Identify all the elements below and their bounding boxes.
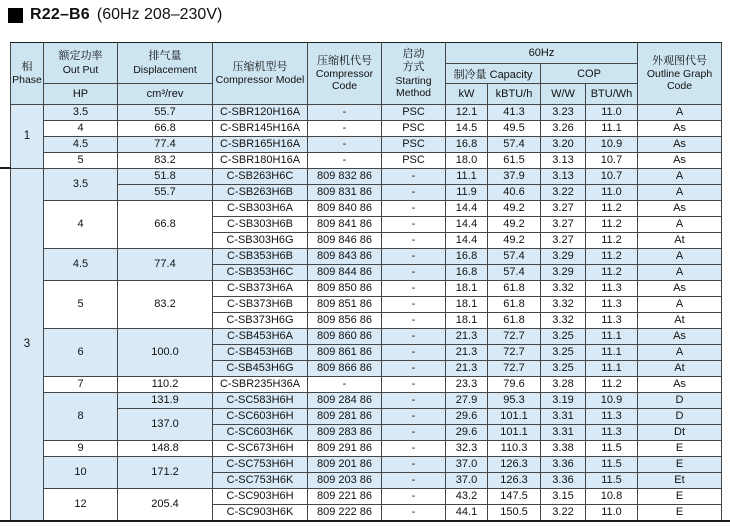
cell-btu: 10.7 (586, 153, 638, 169)
header-code-zh: 压缩机代号 (317, 54, 372, 67)
cell-outline: As (638, 137, 722, 153)
cell-start: - (382, 377, 446, 393)
cell-kw: 44.1 (446, 505, 488, 521)
cell-ww: 3.22 (541, 185, 586, 201)
cell-disp: 83.2 (118, 153, 213, 169)
cell-btu: 11.1 (586, 329, 638, 345)
header-output-en: Out Put (62, 63, 99, 76)
cell-ww: 3.25 (541, 361, 586, 377)
cell-kw: 43.2 (446, 489, 488, 505)
table-row (11, 457, 722, 473)
cell-kbtu: 57.4 (488, 265, 541, 281)
cell-start: - (382, 313, 446, 329)
cell-kbtu: 79.6 (488, 377, 541, 393)
cell-ww: 3.23 (541, 105, 586, 121)
cell-ww: 3.32 (541, 297, 586, 313)
cell-btu: 11.2 (586, 377, 638, 393)
cell-kw: 37.0 (446, 457, 488, 473)
cell-btu: 11.3 (586, 425, 638, 441)
cell-code: 809 203 86 (308, 473, 382, 489)
cell-start: - (382, 361, 446, 377)
cell-disp: 66.8 (118, 201, 213, 249)
cell-hp: 10 (44, 457, 118, 489)
table-row (11, 441, 722, 457)
cell-btu: 10.9 (586, 393, 638, 409)
cell-kw: 32.3 (446, 441, 488, 457)
cell-model: C-SB263H6B (213, 185, 308, 201)
cell-kw: 21.3 (446, 329, 488, 345)
cell-start: PSC (382, 105, 446, 121)
cell-hp: 4.5 (44, 137, 118, 153)
cell-disp: 55.7 (118, 185, 213, 201)
cell-model: C-SB453H6A (213, 329, 308, 345)
table-row (11, 169, 722, 185)
header-capacity-en: Capacity (489, 68, 533, 81)
table-header (11, 43, 722, 105)
cell-start: - (382, 201, 446, 217)
cell-start: - (382, 425, 446, 441)
header-model (213, 43, 308, 105)
cell-disp: 77.4 (118, 137, 213, 153)
cell-model: C-SB353H6B (213, 249, 308, 265)
cell-model: C-SB303H6B (213, 217, 308, 233)
cell-outline: Et (638, 473, 722, 489)
cell-code: 809 843 86 (308, 249, 382, 265)
phase-section-divider-tick (0, 167, 11, 169)
cell-outline: A (638, 217, 722, 233)
cell-kbtu: 72.7 (488, 329, 541, 345)
header-code-en: Compressor Code (315, 68, 374, 93)
cell-disp: 66.8 (118, 121, 213, 137)
cell-kbtu: 49.5 (488, 121, 541, 137)
cell-kbtu: 61.5 (488, 153, 541, 169)
cell-code: 809 291 86 (308, 441, 382, 457)
cell-model: C-SC753H6K (213, 473, 308, 489)
header-displacement-zh: 排气量 (148, 50, 182, 63)
cell-ww: 3.25 (541, 329, 586, 345)
cell-start: - (382, 441, 446, 457)
cell-ww: 3.32 (541, 281, 586, 297)
cell-kw: 18.0 (446, 153, 488, 169)
cell-kw: 12.1 (446, 105, 488, 121)
cell-kbtu: 57.4 (488, 137, 541, 153)
cell-kw: 16.8 (446, 137, 488, 153)
header-unit-kbtu: kBTU/h (488, 84, 541, 105)
cell-btu: 11.0 (586, 505, 638, 521)
cell-outline: A (638, 105, 722, 121)
header-capacity-group (446, 64, 541, 84)
header-output-zh: 额定功率 (58, 50, 103, 63)
cell-code: 809 860 86 (308, 329, 382, 345)
cell-kbtu: 49.2 (488, 201, 541, 217)
cell-hp: 6 (44, 329, 118, 377)
cell-outline: As (638, 281, 722, 297)
cell-code: - (308, 105, 382, 121)
cell-phase: 1 (11, 105, 44, 169)
cell-ww: 3.36 (541, 473, 586, 489)
cell-kw: 16.8 (446, 265, 488, 281)
header-phase-zh: 相 (21, 60, 33, 73)
header-starting-en: Starting Method (395, 75, 432, 100)
cell-ww: 3.27 (541, 201, 586, 217)
cell-model: C-SC903H6K (213, 505, 308, 521)
table-row (11, 201, 722, 217)
cell-btu: 11.2 (586, 201, 638, 217)
cell-btu: 11.3 (586, 281, 638, 297)
table-row (11, 329, 722, 345)
cell-btu: 11.2 (586, 233, 638, 249)
cell-start: - (382, 457, 446, 473)
cell-start: - (382, 217, 446, 233)
table-row (11, 249, 722, 265)
compressor-spec-table (10, 42, 722, 521)
cell-outline: As (638, 121, 722, 137)
cell-hp: 5 (44, 153, 118, 169)
cell-ww: 3.31 (541, 409, 586, 425)
cell-code: - (308, 121, 382, 137)
cell-btu: 10.9 (586, 137, 638, 153)
cell-code: 809 851 86 (308, 297, 382, 313)
cell-code: - (308, 153, 382, 169)
cell-start: PSC (382, 153, 446, 169)
cell-ww: 3.28 (541, 377, 586, 393)
cell-outline: E (638, 489, 722, 505)
cell-start: - (382, 409, 446, 425)
cell-code: 809 866 86 (308, 361, 382, 377)
cell-start: PSC (382, 121, 446, 137)
cell-hp: 4 (44, 121, 118, 137)
header-starting-zh: 启动方式 (402, 47, 425, 74)
cell-kbtu: 61.8 (488, 313, 541, 329)
cell-code: 809 841 86 (308, 217, 382, 233)
cell-kw: 11.1 (446, 169, 488, 185)
cell-code: 809 844 86 (308, 265, 382, 281)
header-phase-en: Phase (12, 74, 42, 87)
cell-kw: 21.3 (446, 361, 488, 377)
cell-kbtu: 101.1 (488, 425, 541, 441)
cell-code: 809 840 86 (308, 201, 382, 217)
cell-kw: 16.8 (446, 249, 488, 265)
cell-kbtu: 61.8 (488, 281, 541, 297)
cell-kw: 18.1 (446, 297, 488, 313)
header-model-en: Compressor Model (215, 74, 305, 87)
cell-code: 809 281 86 (308, 409, 382, 425)
cell-kbtu: 37.9 (488, 169, 541, 185)
cell-kw: 18.1 (446, 281, 488, 297)
cell-disp: 148.8 (118, 441, 213, 457)
cell-code: - (308, 377, 382, 393)
cell-ww: 3.19 (541, 393, 586, 409)
cell-model: C-SC603H6H (213, 409, 308, 425)
cell-model: C-SB263H6C (213, 169, 308, 185)
header-unit-ww: W/W (541, 84, 586, 105)
cell-disp: 137.0 (118, 409, 213, 441)
cell-ww: 3.13 (541, 153, 586, 169)
cell-btu: 11.3 (586, 313, 638, 329)
cell-code: 809 283 86 (308, 425, 382, 441)
cell-hp: 3.5 (44, 169, 118, 201)
cell-outline: E (638, 505, 722, 521)
cell-ww: 3.27 (541, 233, 586, 249)
cell-kw: 11.9 (446, 185, 488, 201)
cell-kbtu: 49.2 (488, 233, 541, 249)
cell-btu: 11.3 (586, 409, 638, 425)
cell-ww: 3.31 (541, 425, 586, 441)
cell-model: C-SBR165H16A (213, 137, 308, 153)
cell-kbtu: 49.2 (488, 217, 541, 233)
cell-start: - (382, 505, 446, 521)
cell-kbtu: 150.5 (488, 505, 541, 521)
cell-code: 809 831 86 (308, 185, 382, 201)
header-model-zh: 压缩机型号 (232, 60, 288, 73)
cell-kw: 14.4 (446, 217, 488, 233)
cell-disp: 205.4 (118, 489, 213, 521)
cell-model: C-SB303H6G (213, 233, 308, 249)
cell-hp: 3.5 (44, 105, 118, 121)
cell-hp: 12 (44, 489, 118, 521)
title-model: R22–B6 (30, 6, 90, 23)
cell-start: - (382, 249, 446, 265)
cell-start: - (382, 185, 446, 201)
cell-kw: 14.4 (446, 233, 488, 249)
header-displacement-en: Displacement (133, 63, 197, 76)
table-row (11, 377, 722, 393)
cell-btu: 11.5 (586, 473, 638, 489)
cell-start: - (382, 169, 446, 185)
cell-disp: 110.2 (118, 377, 213, 393)
cell-ww: 3.13 (541, 169, 586, 185)
cell-ww: 3.25 (541, 345, 586, 361)
cell-outline: A (638, 297, 722, 313)
cell-phase: 3 (11, 169, 44, 521)
title-bullet-square-icon (8, 8, 23, 23)
cell-kbtu: 40.6 (488, 185, 541, 201)
cell-ww: 3.26 (541, 121, 586, 137)
header-displacement (118, 43, 213, 84)
cell-outline: E (638, 441, 722, 457)
header-unit-cm3rev: cm³/rev (118, 84, 213, 105)
cell-model: C-SC583H6H (213, 393, 308, 409)
cell-kw: 29.6 (446, 409, 488, 425)
cell-kw: 23.3 (446, 377, 488, 393)
cell-kbtu: 126.3 (488, 457, 541, 473)
cell-btu: 11.1 (586, 121, 638, 137)
cell-btu: 11.1 (586, 361, 638, 377)
table-bottom-rule (0, 520, 730, 522)
cell-model: C-SB453H6G (213, 361, 308, 377)
cell-start: - (382, 297, 446, 313)
cell-kw: 14.4 (446, 201, 488, 217)
cell-btu: 11.0 (586, 105, 638, 121)
cell-outline: E (638, 457, 722, 473)
cell-start: - (382, 473, 446, 489)
cell-code: - (308, 137, 382, 153)
cell-kbtu: 95.3 (488, 393, 541, 409)
table-body (11, 105, 722, 521)
cell-model: C-SB353H6C (213, 265, 308, 281)
cell-kbtu: 41.3 (488, 105, 541, 121)
cell-kw: 14.5 (446, 121, 488, 137)
cell-ww: 3.38 (541, 441, 586, 457)
cell-disp: 171.2 (118, 457, 213, 489)
cell-code: 809 832 86 (308, 169, 382, 185)
title-voltage-suffix: (60Hz 208–230V) (96, 6, 223, 23)
cell-outline: D (638, 393, 722, 409)
cell-disp: 55.7 (118, 105, 213, 121)
cell-disp: 131.9 (118, 393, 213, 409)
table-row (11, 121, 722, 137)
cell-hp: 4 (44, 201, 118, 249)
header-phase (11, 43, 44, 105)
cell-start: - (382, 345, 446, 361)
cell-ww: 3.36 (541, 457, 586, 473)
cell-kw: 21.3 (446, 345, 488, 361)
header-60hz-group: 60Hz (446, 43, 638, 64)
cell-outline: At (638, 233, 722, 249)
cell-kbtu: 61.8 (488, 297, 541, 313)
cell-hp: 8 (44, 393, 118, 441)
cell-kbtu: 101.1 (488, 409, 541, 425)
cell-disp: 77.4 (118, 249, 213, 281)
header-unit-hp: HP (44, 84, 118, 105)
cell-btu: 11.0 (586, 185, 638, 201)
header-outline-zh: 外观图代号 (652, 54, 707, 67)
cell-btu: 11.1 (586, 345, 638, 361)
cell-code: 809 284 86 (308, 393, 382, 409)
cell-ww: 3.27 (541, 217, 586, 233)
cell-model: C-SB373H6B (213, 297, 308, 313)
cell-outline: At (638, 313, 722, 329)
cell-btu: 11.3 (586, 297, 638, 313)
cell-ww: 3.22 (541, 505, 586, 521)
cell-outline: Dt (638, 425, 722, 441)
cell-hp: 9 (44, 441, 118, 457)
header-unit-btuwh: BTU/Wh (586, 84, 638, 105)
cell-code: 809 856 86 (308, 313, 382, 329)
table-row (11, 393, 722, 409)
table-row (11, 489, 722, 505)
cell-outline: As (638, 153, 722, 169)
header-cop-group: COP (541, 64, 638, 84)
header-starting-method (382, 43, 446, 105)
cell-kw: 29.6 (446, 425, 488, 441)
cell-code: 809 850 86 (308, 281, 382, 297)
cell-outline: As (638, 329, 722, 345)
header-outline-code (638, 43, 722, 105)
cell-kbtu: 57.4 (488, 249, 541, 265)
table-row (11, 409, 722, 425)
cell-kw: 37.0 (446, 473, 488, 489)
cell-model: C-SB453H6B (213, 345, 308, 361)
header-capacity-zh: 制冷量 (453, 68, 487, 81)
cell-disp: 83.2 (118, 281, 213, 329)
cell-hp: 7 (44, 377, 118, 393)
cell-start: PSC (382, 137, 446, 153)
cell-code: 809 221 86 (308, 489, 382, 505)
cell-disp: 100.0 (118, 329, 213, 377)
cell-start: - (382, 233, 446, 249)
cell-kbtu: 147.5 (488, 489, 541, 505)
cell-model: C-SC673H6H (213, 441, 308, 457)
cell-hp: 5 (44, 281, 118, 329)
cell-btu: 11.5 (586, 457, 638, 473)
cell-btu: 11.5 (586, 441, 638, 457)
cell-hp: 4.5 (44, 249, 118, 281)
table-row (11, 137, 722, 153)
cell-model: C-SB303H6A (213, 201, 308, 217)
table-row (11, 281, 722, 297)
cell-btu: 10.7 (586, 169, 638, 185)
cell-btu: 10.8 (586, 489, 638, 505)
cell-code: 809 201 86 (308, 457, 382, 473)
cell-outline: As (638, 201, 722, 217)
cell-outline: At (638, 361, 722, 377)
cell-code: 809 846 86 (308, 233, 382, 249)
cell-kbtu: 110.3 (488, 441, 541, 457)
cell-outline: A (638, 169, 722, 185)
cell-model: C-SBR235H36A (213, 377, 308, 393)
header-outline-en: Outline Graph Code (646, 68, 713, 93)
cell-start: - (382, 489, 446, 505)
cell-outline: As (638, 377, 722, 393)
cell-outline: A (638, 249, 722, 265)
table-row (11, 185, 722, 201)
cell-model: C-SBR120H16A (213, 105, 308, 121)
cell-model: C-SB373H6G (213, 313, 308, 329)
cell-btu: 11.2 (586, 217, 638, 233)
cell-code: 809 222 86 (308, 505, 382, 521)
cell-ww: 3.32 (541, 313, 586, 329)
cell-btu: 11.2 (586, 265, 638, 281)
cell-model: C-SB373H6A (213, 281, 308, 297)
header-output (44, 43, 118, 84)
cell-outline: A (638, 345, 722, 361)
cell-model: C-SC753H6H (213, 457, 308, 473)
cell-kbtu: 126.3 (488, 473, 541, 489)
cell-kbtu: 72.7 (488, 361, 541, 377)
header-unit-kw: kW (446, 84, 488, 105)
cell-ww: 3.20 (541, 137, 586, 153)
header-code (308, 43, 382, 105)
cell-ww: 3.29 (541, 265, 586, 281)
cell-model: C-SC603H6K (213, 425, 308, 441)
cell-code: 809 861 86 (308, 345, 382, 361)
cell-outline: D (638, 409, 722, 425)
cell-start: - (382, 265, 446, 281)
table-row (11, 105, 722, 121)
cell-outline: A (638, 185, 722, 201)
cell-disp: 51.8 (118, 169, 213, 185)
cell-kbtu: 72.7 (488, 345, 541, 361)
cell-model: C-SC903H6H (213, 489, 308, 505)
cell-ww: 3.15 (541, 489, 586, 505)
cell-start: - (382, 393, 446, 409)
page-title (8, 6, 222, 24)
cell-start: - (382, 281, 446, 297)
cell-kw: 18.1 (446, 313, 488, 329)
cell-start: - (382, 329, 446, 345)
cell-outline: A (638, 265, 722, 281)
cell-model: C-SBR145H16A (213, 121, 308, 137)
cell-model: C-SBR180H16A (213, 153, 308, 169)
cell-ww: 3.29 (541, 249, 586, 265)
table-row (11, 153, 722, 169)
cell-btu: 11.2 (586, 249, 638, 265)
cell-kw: 27.9 (446, 393, 488, 409)
